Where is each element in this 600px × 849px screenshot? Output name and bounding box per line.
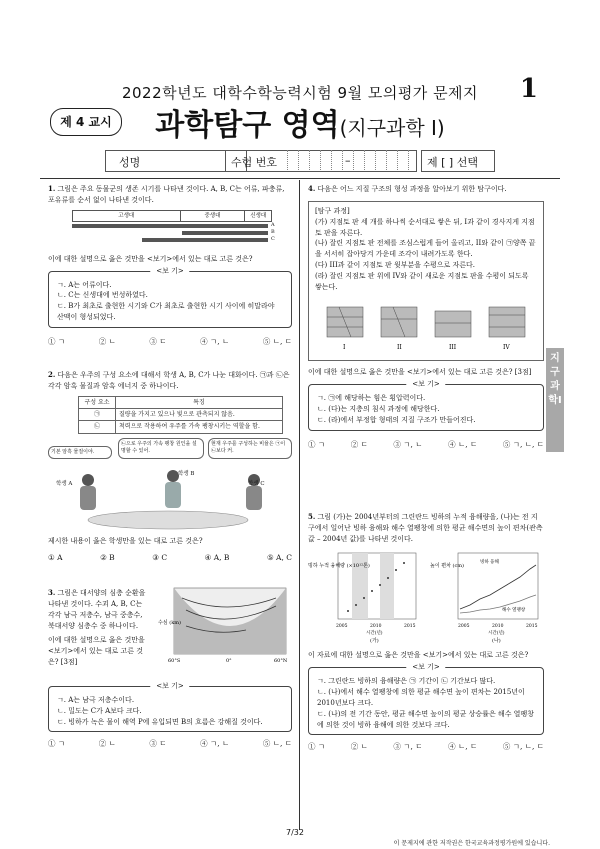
question-4 xyxy=(308,184,544,450)
era-header xyxy=(72,210,272,222)
exam-title: 2022학년도 대학수학능력시험 9월 모의평가 문제지 xyxy=(121,84,479,102)
q5-choice-4[interactable]: ④ ㄴ, ㄷ xyxy=(448,742,478,752)
subject-subtitle: (지구과학 I) xyxy=(339,116,445,140)
q4-choice-4[interactable]: ④ ㄴ, ㄷ xyxy=(448,439,478,449)
q1-item-c: ㄷ. B가 최초로 출현한 시기와 C가 최초로 출현한 시기 사이에 히말라야 산맥이 형성되었다. xyxy=(57,302,275,322)
q5-choice-3[interactable]: ③ ㄱ, ㄷ xyxy=(393,742,423,752)
q5-number: 5. xyxy=(308,512,316,521)
q5-item-c: ㄷ. (나)의 전 기간 동안, 평균 해수면 높이의 평균 상승률은 해수 열팽창에 의한 것이 빙하 융해에 의한 것보다 크다. xyxy=(317,709,534,729)
q4-choice-2[interactable]: ② ㄷ xyxy=(350,439,368,449)
fig-label-4: IV xyxy=(503,343,510,351)
q5-legend-melt: 빙하 융해 xyxy=(480,559,499,565)
q4-bogi-box xyxy=(308,380,544,431)
exam-number-dash: – xyxy=(345,154,351,167)
q2-number: 2. xyxy=(48,370,56,379)
q1-number: 1. xyxy=(48,184,56,193)
exam-number-label: 수험 번호 xyxy=(231,156,278,169)
fig-label-1: I xyxy=(343,343,346,351)
q3-choice-5[interactable]: ⑤ ㄴ, ㄷ xyxy=(262,739,292,749)
q5-xtick-a-2010: 2010 xyxy=(370,623,382,629)
name-label: 성명 xyxy=(119,156,141,169)
q5-legend-expansion: 해수 열팽창 xyxy=(502,607,526,613)
bar-b-label: B xyxy=(271,228,275,235)
q4-choice-5[interactable]: ⑤ ㄱ, ㄴ, ㄷ xyxy=(502,439,544,449)
question-5 xyxy=(308,512,544,753)
q1-choice-5[interactable]: ⑤ ㄴ, ㄷ xyxy=(262,336,292,346)
q2-row1-desc: 질량을 가지고 있으나 빛으로 관측되지 않음. xyxy=(116,408,283,420)
label-student-b: 학생 B xyxy=(178,470,195,477)
q1-item-a: ㄱ. A는 어류이다. xyxy=(57,280,112,289)
question-1 xyxy=(48,184,292,348)
header-rule xyxy=(40,178,560,179)
q5-choices xyxy=(308,741,544,753)
q1-figure xyxy=(72,210,275,250)
era-cenozoic: 신생대 xyxy=(250,212,267,219)
q5-xtick-b-2005: 2005 xyxy=(458,623,470,629)
q4-number: 4. xyxy=(308,184,316,193)
q5-xtick-b-2015: 2015 xyxy=(526,623,538,629)
q3-stem: 그림은 대서양의 심층 순환을 나타낸 것이다. 수괴 A, B, C는 각각 남극 저층수, 남극 중층수, 북대서양 심층수 중 하나이다. xyxy=(48,589,146,630)
q1-choice-2[interactable]: ② ㄴ xyxy=(98,336,116,346)
choice-label: 제 [ ] 선택 xyxy=(427,156,478,169)
era-mesozoic: 중생대 xyxy=(181,211,246,221)
q5-bogi-box xyxy=(308,663,544,735)
era-paleozoic: 고생대 xyxy=(73,211,181,221)
q3-lat-60n: 60°N xyxy=(274,658,288,664)
q3-bogi-title: <보 기> xyxy=(150,681,189,692)
bar-a-label: A xyxy=(271,221,275,228)
bar-a xyxy=(72,224,268,228)
q3-number: 3. xyxy=(48,588,56,597)
q1-bogi-title: <보 기> xyxy=(150,266,189,277)
q4-step-ra: (라) 잘린 지점토 판 위에 IV와 같이 새로운 지점토 판을 수평이 되도록 쌓는다. xyxy=(315,271,529,291)
bar-b xyxy=(182,231,268,235)
period-badge: 제 4 교시 xyxy=(50,108,122,136)
q1-stem: 그림은 주요 동물군의 생존 시기를 나타낸 것이다. A, B, C는 어류, 파충류, 포유류를 순서 없이 나타낸 것이다. xyxy=(48,185,285,204)
q2-stem: 다음은 우주의 구성 요소에 대해서 학생 A, B, C가 나눈 대화이다. ㉠과 ㉡은 각각 암흑 물질과 암흑 에너지 중 하나이다. xyxy=(48,371,290,390)
bar-c-label: C xyxy=(271,235,275,242)
exam-number-grid xyxy=(287,150,419,170)
q4-stem: 다음은 어느 지질 구조의 형성 과정을 알아보기 위한 탐구이다. xyxy=(317,185,507,193)
q5-item-a: ㄱ. 그린란드 빙하의 융해량은 ㉠ 기간이 ㉡ 기간보다 많다. xyxy=(317,677,496,686)
q4-choices xyxy=(308,439,544,451)
q3-lat-eq: 0° xyxy=(226,658,232,664)
q3-axis-label: 수심 (km) xyxy=(158,620,181,626)
q5-item-b: ㄴ. (나)에서 해수 열팽창에 의한 평균 해수면 높이 편차는 2015년이 2010년보다 크다. xyxy=(317,688,525,707)
q2-row2-desc: 척력으로 작용하여 우주를 가속 팽창시키는 역할을 함. xyxy=(116,421,283,433)
label-student-c: 학생 C xyxy=(248,480,265,487)
q3-item-a: ㄱ. A는 남극 저층수이다. xyxy=(57,695,135,704)
students-illustration xyxy=(58,466,278,532)
q4-procedure-title: [탐구 과정] xyxy=(315,206,350,215)
q3-item-b: ㄴ. 밀도는 C가 A보다 크다. xyxy=(57,706,142,715)
q3-lat-60s: 60°S xyxy=(168,658,181,664)
q2-row2-key: ㉡ xyxy=(79,421,116,433)
q4-item-a: ㄱ. ㉠에 해당하는 힘은 횡압력이다. xyxy=(317,394,426,403)
q3-choices xyxy=(48,738,292,750)
q4-item-b: ㄴ. (다)는 지층의 침식 과정에 해당한다. xyxy=(317,405,440,414)
q2-choice-5[interactable]: ⑤ A, C xyxy=(266,553,292,563)
q5-stem: 그림 (가)는 2004년부터의 그린란드 빙하의 누적 융해량을, (나)는 전 지구에서 일어난 빙하 융해와 해수 열팽창에 의한 평균 해수면의 높이 편차(관측값 – 2004년 값)를 나타낸 것이다. xyxy=(308,513,543,543)
q1-choice-4[interactable]: ④ ㄱ, ㄴ xyxy=(200,336,230,346)
q2-choices xyxy=(48,552,292,564)
q5-ylabel-a: 빙하 누적 융해량 (×10¹²톤) xyxy=(308,562,370,569)
fig-label-2: II xyxy=(397,343,402,351)
q1-choice-1[interactable]: ① ㄱ xyxy=(48,336,66,346)
subject-title: 과학탐구 영역(지구과학 I) xyxy=(155,108,445,143)
question-3 xyxy=(48,588,292,750)
q4-choice-3[interactable]: ③ ㄱ, ㄴ xyxy=(393,439,423,449)
q5-xtick-a-2015: 2015 xyxy=(404,623,416,629)
q4-clay-figures xyxy=(315,297,535,353)
q5-question: 이 자료에 대한 설명으로 옳은 것만을 <보기>에서 있는 대로 고른 것은? xyxy=(308,651,529,660)
column-divider xyxy=(299,180,300,830)
q4-step-ga: (가) 지점토 판 세 개를 하나씩 순서대로 쌓은 뒤, I과 같이 경사지게 지점토 판을 자른다. xyxy=(315,217,535,237)
atlantic-circulation-diagram xyxy=(156,586,292,668)
question-2 xyxy=(48,370,292,564)
q5-xlabel-b: 시간(년) xyxy=(488,630,505,636)
q5-xtick-a-2005: 2005 xyxy=(336,623,348,629)
q2-choice-3[interactable]: ③ C xyxy=(152,553,168,563)
q4-bogi-title: <보 기> xyxy=(406,379,445,390)
q4-step-na: (나) 잘린 지점토 판 전체를 조심스럽게 들어 올리고, II와 같이 ㉠양쪽 끝을 서서히 잡아당겨 가운데 조각이 내려가도록 한다. xyxy=(315,239,536,259)
q1-choice-3[interactable]: ③ ㄷ xyxy=(149,336,167,346)
page-number: 1 xyxy=(519,74,538,104)
q3-choice-3[interactable]: ③ ㄷ xyxy=(149,739,167,749)
q5-xlabel-a: 시간(년) xyxy=(366,630,383,636)
q5-choice-2[interactable]: ② ㄴ xyxy=(350,742,368,752)
side-tab: 지구과학I xyxy=(546,348,564,452)
bubble-student-b: ㉡으로 우주의 가속 팽창 원인을 설명할 수 있어. xyxy=(118,438,204,460)
q5-choice-5[interactable]: ⑤ ㄱ, ㄴ, ㄷ xyxy=(502,742,544,752)
q5-panel-b: (나) xyxy=(492,637,501,643)
copyright-notice: 이 문제지에 관한 저작권은 한국교육과정평가원에 있습니다. xyxy=(393,840,550,847)
q4-step-da: (다) III과 같이 지점토 판 윗부분을 수평으로 자른다. xyxy=(315,261,476,270)
q1-question: 이에 대한 설명으로 옳은 것만을 <보기>에서 있는 대로 고른 것은? xyxy=(48,254,253,263)
q2-illustration xyxy=(48,438,292,536)
q3-choice-2[interactable]: ② ㄴ xyxy=(98,739,116,749)
q2-feature-table xyxy=(78,396,283,434)
q2-choice-1[interactable]: ① A xyxy=(48,553,63,563)
q5-bogi-title: <보 기> xyxy=(406,662,445,673)
q4-procedure-box xyxy=(308,201,544,362)
q2-question: 제시한 내용이 옳은 학생만을 있는 대로 고른 것은? xyxy=(48,536,203,545)
q2-choice-2[interactable]: ② B xyxy=(100,553,115,563)
q2-th-component: 구성 요소 xyxy=(79,396,116,408)
q1-bogi-box xyxy=(48,266,292,328)
q5-ylabel-b: 높이 편차 (cm) xyxy=(430,562,464,569)
q2-row1-key: ㉠ xyxy=(79,408,116,420)
q5-graphs xyxy=(308,549,544,643)
label-student-a: 학생 A xyxy=(56,480,73,487)
examinee-info-row xyxy=(105,150,545,172)
q3-choice-1[interactable]: ① ㄱ xyxy=(48,739,66,749)
q3-item-c: ㄷ. 빙하가 녹은 물이 해역 P에 유입되면 B의 흐름은 강해질 것이다. xyxy=(57,717,263,726)
q4-choice-1[interactable]: ① ㄱ xyxy=(308,439,326,449)
q3-choice-4[interactable]: ④ ㄱ, ㄴ xyxy=(200,739,230,749)
page-counter: 7/32 xyxy=(286,828,304,837)
q5-panel-a: (가) xyxy=(370,637,379,643)
q1-choices xyxy=(48,336,292,348)
bubble-student-c: 현재 우주를 구성하는 비율은 ㉠이 ㉡보다 커. xyxy=(208,438,292,460)
q4-question: 이에 대한 설명으로 옳은 것만을 <보기>에서 있는 대로 고른 것은? [3점] xyxy=(308,368,532,377)
q2-th-feature: 특징 xyxy=(116,396,283,408)
q3-question: 이에 대한 설명으로 옳은 것만을 <보기>에서 있는 대로 고른 것은? [3점] xyxy=(48,636,145,667)
bubble-student-a: 기본 암흑 물질이야. xyxy=(48,446,112,460)
q2-choice-4[interactable]: ④ A, B xyxy=(204,553,230,563)
q3-bogi-box xyxy=(48,681,292,733)
q4-item-c: ㄷ. (라)에서 부정합 형태의 지질 구조가 만들어진다. xyxy=(317,415,476,424)
q5-xtick-b-2010: 2010 xyxy=(492,623,504,629)
q5-choice-1[interactable]: ① ㄱ xyxy=(308,742,326,752)
q1-item-b: ㄴ. C는 신생대에 번성하였다. xyxy=(57,291,148,300)
bar-c xyxy=(142,238,268,242)
fig-label-3: III xyxy=(449,343,457,351)
